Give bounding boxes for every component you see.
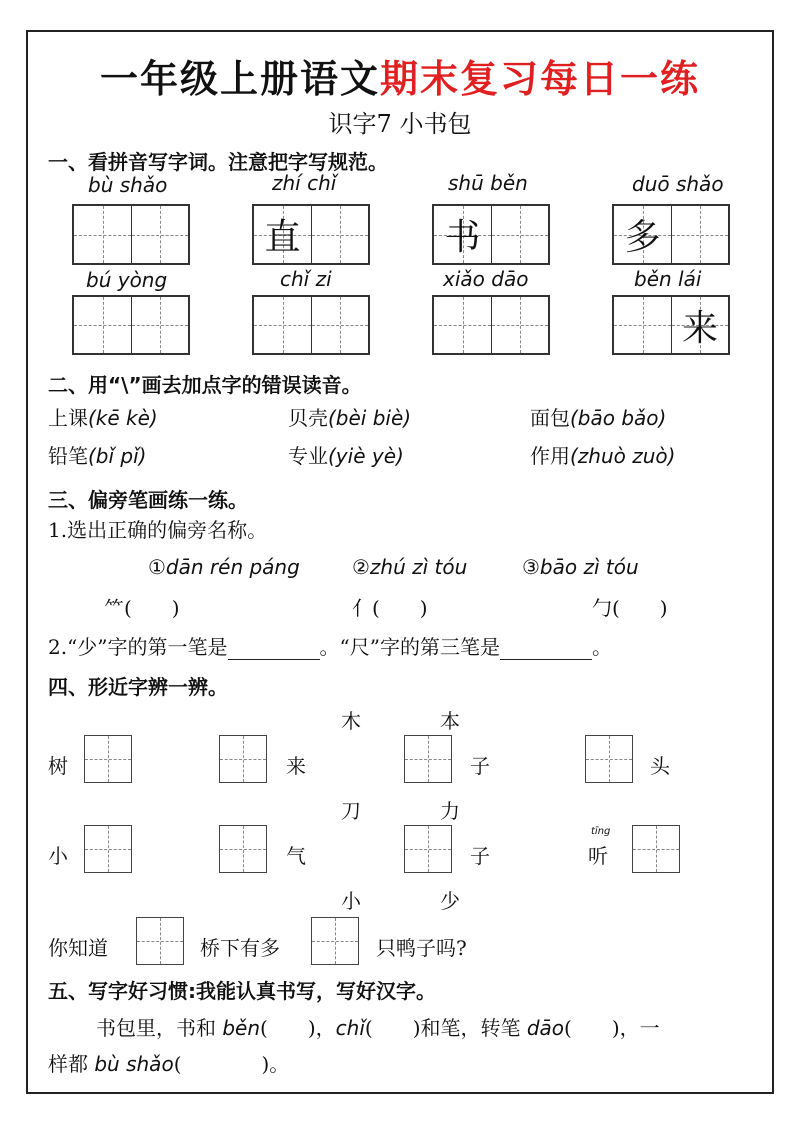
answer-blank[interactable]: [228, 639, 320, 660]
sentence-part: 你知道: [48, 936, 108, 960]
reading-item[interactable]: 面包(bāo bǎo): [530, 406, 667, 430]
answer-box[interactable]: [585, 735, 633, 783]
pinyin-label: bú yòng: [86, 268, 168, 292]
section5-heading: 五、写字好习惯:我能认真书写，写好汉字。: [48, 979, 436, 1003]
reading-item[interactable]: 专业(yiè yè): [288, 444, 404, 468]
answer-box[interactable]: [404, 825, 452, 873]
tianzige-box[interactable]: 书: [432, 204, 550, 265]
worksheet-title: 一年级上册语文期末复习每日一练: [99, 56, 701, 101]
reading-item[interactable]: 上课(kē kè): [48, 406, 158, 430]
question-2: 2.“少”字的第一笔是 。“尺”字的第三笔是 。: [48, 635, 612, 659]
word-char: 树: [48, 754, 68, 778]
similar-char: 少: [440, 889, 460, 913]
similar-char: 刀: [341, 799, 361, 823]
section1-heading: 一、看拼音写字词。注意把字写规范。: [48, 150, 388, 174]
word-char: 来: [286, 754, 306, 778]
answer-box[interactable]: [84, 735, 132, 783]
pinyin-label: běn lái: [634, 267, 702, 291]
word-char: 子: [470, 754, 490, 778]
option-label: ①dān rén páng: [148, 555, 300, 579]
tianzige-box[interactable]: [432, 295, 550, 355]
word-char: 头: [650, 754, 670, 778]
answer-box[interactable]: [219, 825, 267, 873]
tianzige-box[interactable]: [72, 295, 190, 355]
tianzige-box[interactable]: 直: [252, 204, 370, 265]
reading-item[interactable]: 铅笔(bǐ pǐ): [48, 444, 147, 468]
similar-char: 力: [440, 799, 460, 823]
option-label: ②zhú zì tóu: [352, 555, 468, 579]
pinyin-label: duō shǎo: [632, 172, 724, 196]
section2-heading: 二、用“\”画去加点字的错误读音。: [48, 373, 362, 397]
pinyin-label: chǐ zi: [280, 267, 332, 291]
fill-line-1: 书包里，书和 běn( )，chǐ( )和笔，转笔 dāo( )，一: [96, 1016, 660, 1040]
tianzige-box[interactable]: [72, 204, 190, 265]
pinyin-label: xiǎo dāo: [443, 267, 529, 291]
fill-line-2: 样都 bù shǎo( )。: [48, 1052, 290, 1076]
pinyin-label: zhí chǐ: [272, 171, 337, 195]
tianzige-box[interactable]: [252, 295, 370, 355]
question-1: 1.选出正确的偏旁名称。: [48, 518, 268, 542]
word-char: 子: [470, 844, 490, 868]
radical-answer[interactable]: 勹( ): [592, 596, 668, 620]
radical-answer[interactable]: 亻( ): [352, 596, 428, 620]
word-char: 听: [588, 844, 608, 868]
answer-box[interactable]: [84, 825, 132, 873]
tianzige-box[interactable]: 来: [612, 295, 730, 355]
section4-heading: 四、形近字辨一辨。: [48, 675, 228, 699]
reading-item[interactable]: 贝壳(bèi biè): [288, 406, 412, 430]
ruby-pinyin: tīng: [591, 826, 611, 837]
option-label: ③bāo zì tóu: [522, 555, 639, 579]
answer-box[interactable]: [311, 917, 359, 965]
similar-char: 本: [440, 709, 460, 733]
word-char: 小: [48, 844, 68, 868]
pinyin-label: bù shǎo: [88, 173, 168, 197]
tianzige-box[interactable]: 多: [612, 204, 730, 265]
sentence-part: 只鸭子吗?: [376, 936, 467, 960]
section3-heading: 三、偏旁笔画练一练。: [48, 488, 248, 512]
word-char: 气: [286, 844, 306, 868]
answer-blank[interactable]: [500, 639, 592, 660]
radical-answer[interactable]: ⺮( ): [104, 596, 180, 620]
sentence-part: 桥下有多: [200, 936, 280, 960]
answer-box[interactable]: [219, 735, 267, 783]
answer-box[interactable]: [136, 917, 184, 965]
answer-box[interactable]: [632, 825, 680, 873]
similar-char: 木: [341, 709, 361, 733]
reading-item[interactable]: 作用(zhuò zuò): [530, 444, 676, 468]
similar-char: 小: [341, 889, 361, 913]
pinyin-label: shū běn: [448, 171, 528, 195]
worksheet-subtitle: 识字7 小书包: [328, 110, 472, 138]
answer-box[interactable]: [404, 735, 452, 783]
